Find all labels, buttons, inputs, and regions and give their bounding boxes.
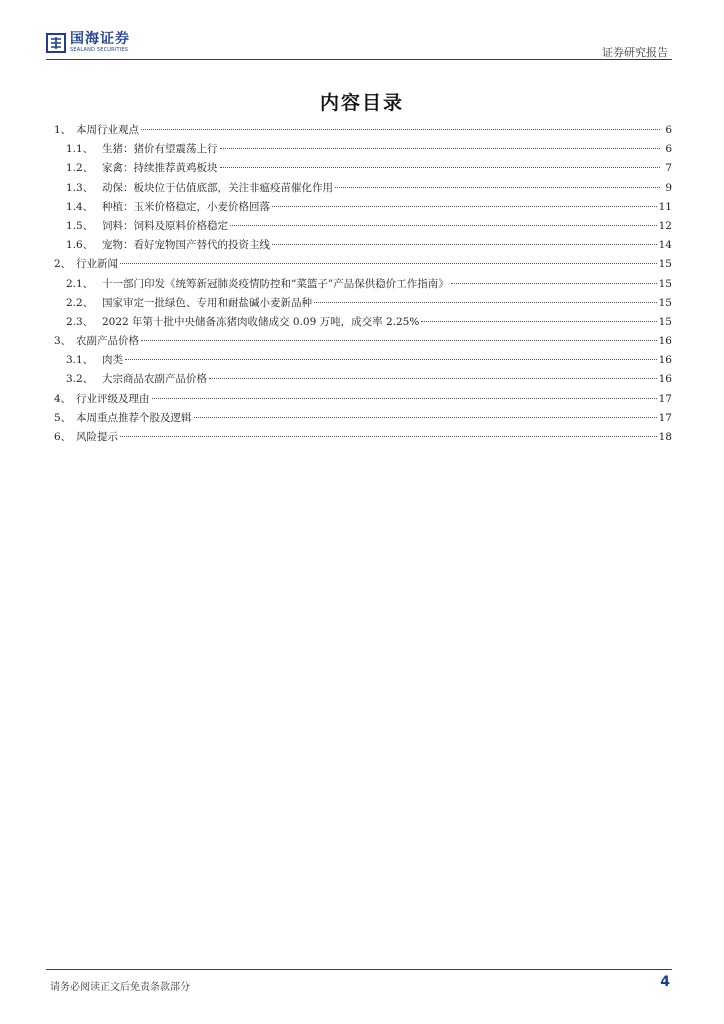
toc-entry-title: 风险提示: [76, 431, 118, 443]
toc-entry-page: 18: [658, 431, 672, 443]
toc-entry-number: 2.3、: [66, 315, 94, 328]
toc-entry-title: 本周行业观点: [76, 124, 139, 136]
toc-entry-number: 2、: [54, 258, 72, 271]
toc-entry-number: 3、: [54, 335, 72, 348]
toc-entry-title: 种植：玉米价格稳定，小麦价格回落: [102, 200, 270, 213]
toc-entry-title: 行业新闻: [76, 258, 118, 271]
toc-entry-page: 6: [665, 143, 672, 156]
toc-entry-title: 2022 年第十批中央储备冻猪肉收储成交 0.09 万吨，成交率 2.25%: [102, 315, 420, 328]
toc-dot-leader: [220, 167, 661, 168]
toc-entry-page: 16: [658, 354, 672, 367]
toc-entry-title: 大宗商品农副产品价格: [102, 373, 207, 386]
header-divider: [46, 59, 672, 60]
toc-entry-page: 6: [665, 124, 672, 136]
toc-entry-page: 15: [658, 296, 672, 309]
toc-entry[interactable]: [54, 295, 672, 314]
toc-entry-page: 16: [658, 373, 672, 386]
toc-dot-leader: [220, 148, 661, 149]
toc-dot-leader: [272, 244, 657, 245]
company-logo: [46, 32, 130, 53]
toc-entry-number: 3.1、: [66, 354, 94, 367]
toc-entry-page: 15: [658, 258, 672, 271]
toc-entry-number: 1.3、: [66, 181, 94, 194]
toc-entry-title: 宠物：看好宠物国产替代的投资主线: [102, 239, 270, 252]
toc-entry[interactable]: [54, 122, 672, 141]
toc-dot-leader: [230, 225, 657, 226]
toc-entry[interactable]: [54, 141, 672, 160]
toc-entry-page: 17: [658, 411, 672, 424]
toc-entry[interactable]: [54, 256, 672, 275]
toc-entry-number: 2.1、: [66, 277, 94, 290]
toc-dot-leader: [335, 187, 660, 188]
toc-dot-leader: [120, 436, 657, 437]
toc-dot-leader: [194, 417, 657, 418]
toc-entry-page: 12: [658, 219, 672, 232]
toc-entry-title: 动保：板块位于估值底部，关注非瘟疫苗催化作用: [102, 181, 333, 194]
toc-dot-leader: [141, 129, 660, 130]
toc-entry-title: 家禽：持续推荐黄鸡板块: [102, 162, 218, 175]
toc-entry-number: 1.6、: [66, 239, 94, 252]
toc-entry[interactable]: [54, 314, 672, 333]
sealand-logo-icon: [46, 33, 66, 53]
toc-entry[interactable]: [54, 199, 672, 218]
logo-chinese-name: 国海证券: [70, 31, 130, 47]
toc-entry[interactable]: [54, 429, 672, 448]
toc-entry-number: 1.4、: [66, 200, 94, 213]
toc-entry-title: 行业评级及理由: [76, 392, 150, 405]
toc-entry[interactable]: [54, 276, 672, 295]
logo-english-name: SEALAND SECURITIES: [70, 47, 129, 53]
toc-entry[interactable]: [54, 218, 672, 237]
toc-entry-number: 1.2、: [66, 162, 94, 175]
toc-entry-page: 17: [658, 392, 672, 405]
toc-entry-number: 2.2、: [66, 296, 94, 309]
toc-entry-number: 1、: [54, 124, 72, 136]
toc-entry-title: 饲料：饲料及原料价格稳定: [102, 219, 228, 232]
toc-entry-title: 十一部门印发《统筹新冠肺炎疫情防控和“菜篮子”产品保供稳价工作指南》: [102, 277, 449, 290]
toc-entry-number: 4、: [54, 392, 72, 405]
toc-entry-page: 15: [658, 315, 672, 328]
toc-dot-leader: [141, 340, 657, 341]
footer-divider: [46, 969, 672, 970]
toc-entry-page: 16: [658, 335, 672, 348]
toc-dot-leader: [421, 321, 656, 322]
report-type: 证券研究报告: [602, 46, 668, 59]
toc-entry[interactable]: [54, 391, 672, 410]
toc-entry[interactable]: [54, 371, 672, 390]
toc-entry-title: 国家审定一批绿色、专用和耐盐碱小麦新品种: [102, 296, 312, 309]
toc-entry-page: 11: [658, 200, 672, 213]
toc-dot-leader: [125, 359, 657, 360]
toc-dot-leader: [152, 398, 657, 399]
toc-entry-number: 1.1、: [66, 143, 94, 156]
toc-entry[interactable]: [54, 333, 672, 352]
page-title: 内容目录: [319, 92, 404, 114]
toc-entry-number: 1.5、: [66, 219, 94, 232]
toc-dot-leader: [209, 378, 657, 379]
toc-entry[interactable]: [54, 180, 672, 199]
toc-entry[interactable]: [54, 237, 672, 256]
toc-entry-page: 9: [665, 181, 672, 194]
toc-entry-title: 本周重点推荐个股及逻辑: [76, 411, 192, 424]
toc-entry-page: 15: [658, 277, 672, 290]
toc-entry-title: 农副产品价格: [76, 335, 139, 348]
toc-entry-number: 5、: [54, 411, 72, 424]
toc-dot-leader: [314, 302, 657, 303]
toc-entry-number: 3.2、: [66, 373, 94, 386]
footer-disclaimer: 请务必阅读正文后免责条款部分: [50, 982, 190, 993]
toc-entry-number: 6、: [54, 431, 72, 443]
toc-entry[interactable]: [54, 160, 672, 179]
toc-entry[interactable]: [54, 410, 672, 429]
toc-entry[interactable]: [54, 352, 672, 371]
toc-entry-title: 肉类: [102, 354, 123, 367]
page-number: 4: [660, 974, 670, 990]
toc-dot-leader: [120, 263, 657, 264]
table-of-contents: [54, 122, 672, 448]
toc-entry-title: 生猪：猪价有望震荡上行: [102, 143, 218, 156]
toc-dot-leader: [272, 206, 657, 207]
toc-entry-page: 14: [658, 239, 672, 252]
toc-entry-page: 7: [665, 162, 672, 175]
toc-dot-leader: [451, 283, 657, 284]
